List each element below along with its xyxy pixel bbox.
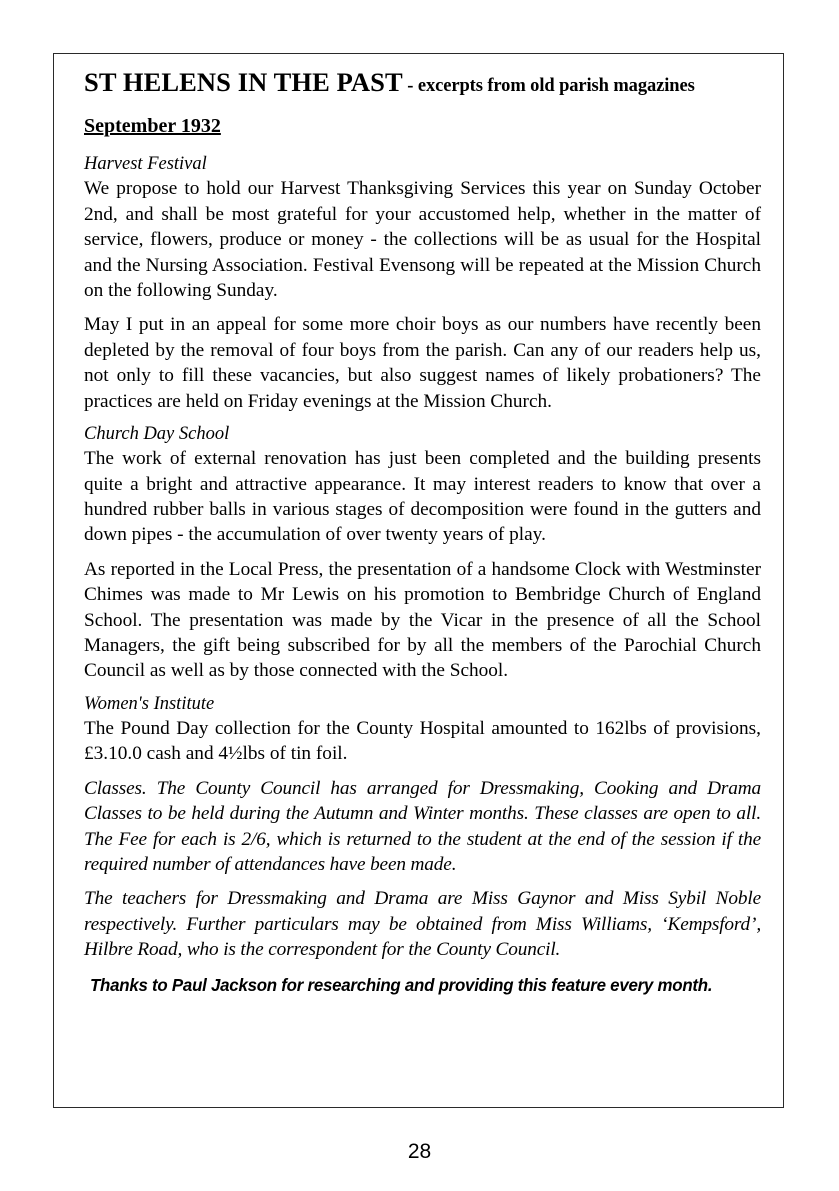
article-border-box <box>53 53 784 1108</box>
masthead-subtitle: - excerpts from old parish magazines <box>402 76 695 96</box>
paragraph-wi-classes: Classes. The County Council has arranged for Dressmaking, Cooking and Drama Classes to be held during the Autumn and Winter months. These classes are open to all. The Fee for each is 2/6, which is returned to the student at the end of the session if the required number of attendances have been made. <box>84 777 761 876</box>
paragraph-harvest-1: We propose to hold our Harvest Thanksgiving Services this year on Sunday October 2nd, and shall be most grateful for your accustomed help, whether in the matter of service, flowers, produce or money - the collections will be as usual for the Hospital and the Nursing Association. Festival Evensong will be repeated at the Mission Church on the following Sunday. <box>84 178 761 301</box>
issue-date-wrapper <box>84 103 761 147</box>
credit-note: Thanks to Paul Jackson for researching and providing this feature every month. <box>90 974 713 995</box>
article-masthead <box>84 68 761 97</box>
page-number: 28 <box>407 1140 432 1163</box>
issue-date: September 1932 <box>84 115 221 138</box>
paragraph-harvest-2: May I put in an appeal for some more choir boys as our numbers have recently been depleted by the removal of four boys from the parish. Can any of our readers help us, not only to fill these vacancies, but also suggest names of likely probationers? The practices are held on Friday evenings at the Mission Church. <box>84 314 761 412</box>
paragraph-wi-teachers: The teachers for Dressmaking and Drama are Miss Gaynor and Miss Sybil Noble respectively. Further particulars may be obtained from Miss Williams, ‘Kempsford’, Hilbre Road, who is the correspondent for the County Council. <box>84 888 761 961</box>
section-heading-harvest-festival: Harvest Festival <box>84 154 207 175</box>
paragraph-wi-1: The Pound Day collection for the County Hospital amounted to 162lbs of provisions, £3.10.0 cash and 4½lbs of tin foil. <box>84 718 761 765</box>
section-heading-womens-institute: Women's Institute <box>84 693 215 714</box>
article-content <box>54 54 783 1006</box>
paragraph-school-2: As reported in the Local Press, the presentation of a handsome Clock with Westminster Chimes was made to Mr Lewis on his promotion to Bembridge Church of England School. The presentation was made by the Vicar in the presence of all the School Managers, the gift being subscribed for by all the members of the Parochial Church Council as well as by those connected with the School. <box>84 558 761 682</box>
masthead-title: ST HELENS IN THE PAST <box>84 67 403 97</box>
paragraph-school-1: The work of external renovation has just been completed and the building presents quite a bright and attractive appearance. It may interest readers to know that over a hundred rubber balls in various stages of decomposition were found in the gutters and down pipes - the accumulation of over twenty years of play. <box>84 448 761 546</box>
section-heading-church-day-school: Church Day School <box>84 423 230 444</box>
